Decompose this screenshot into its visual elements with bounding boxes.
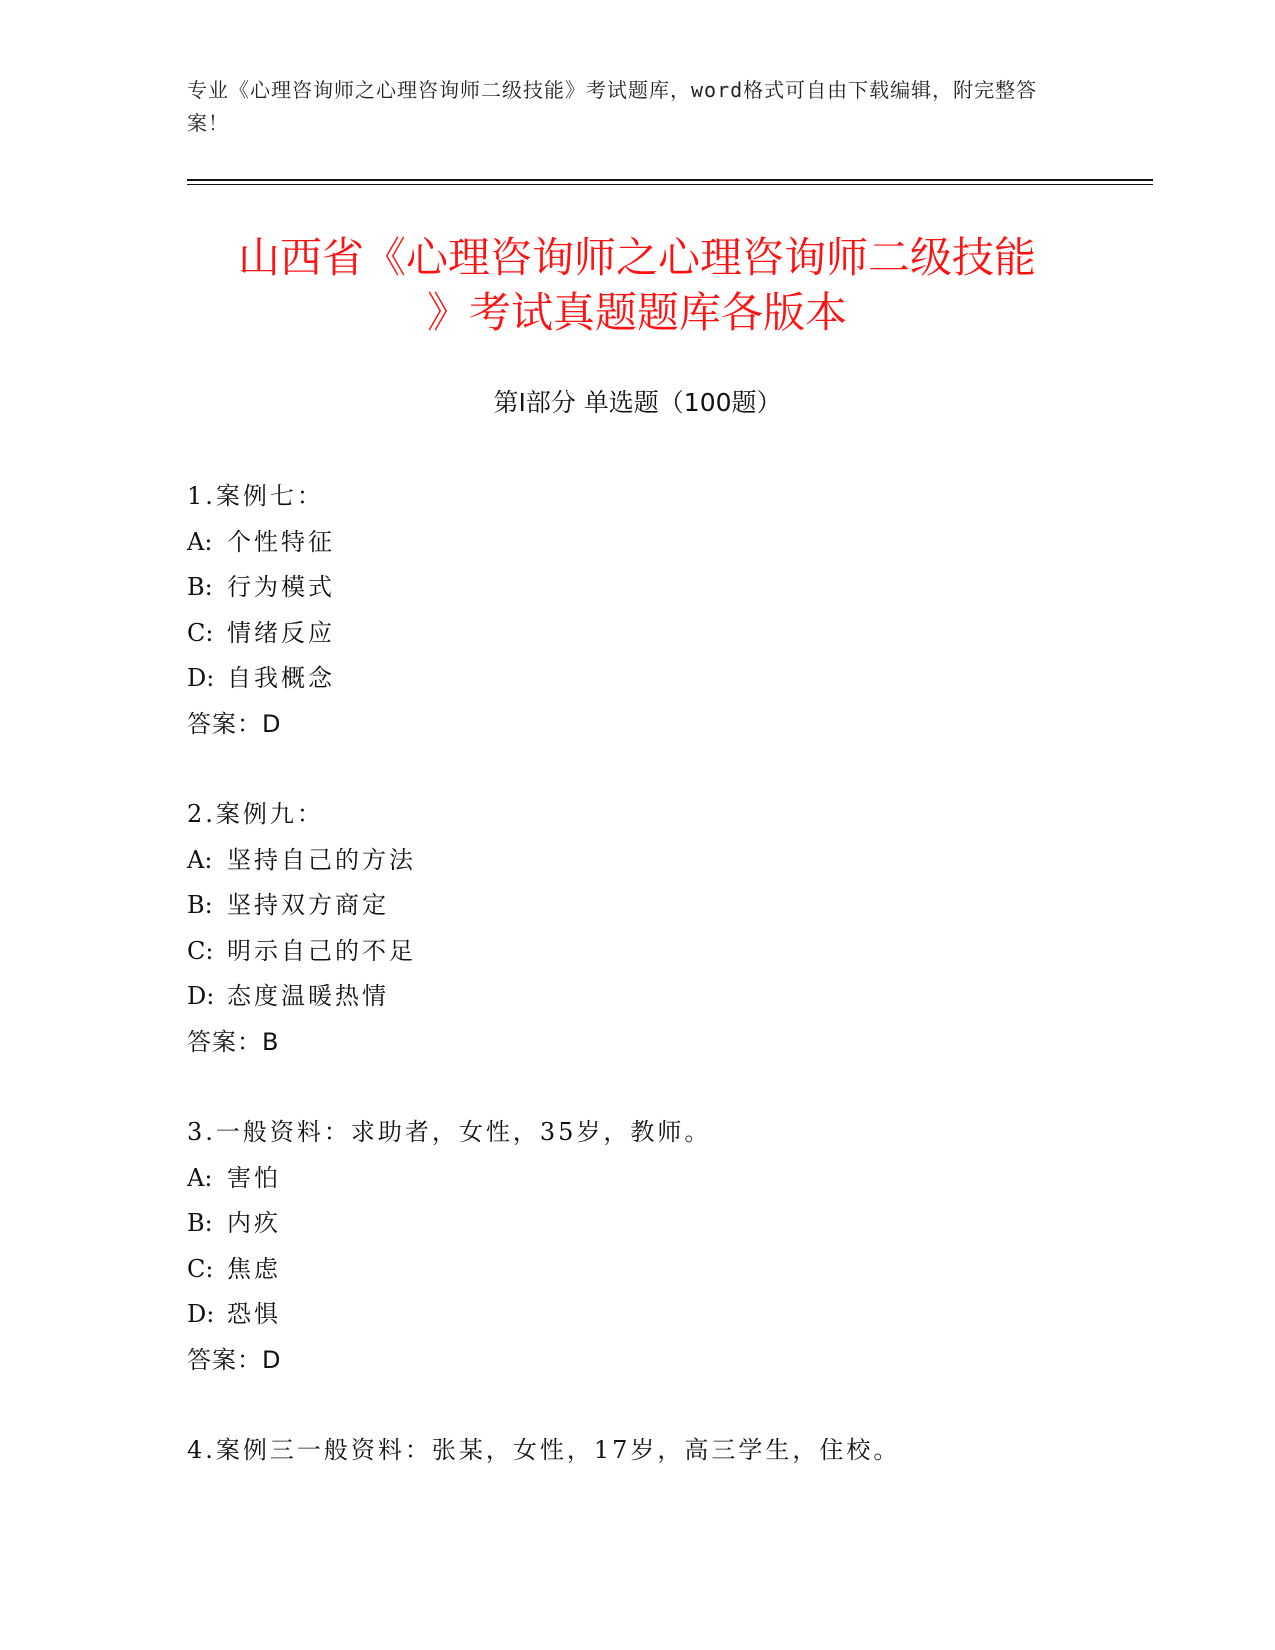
- question-1: [187, 474, 1147, 747]
- option-letter: D:: [187, 1300, 215, 1328]
- question-stem: 2.案例九：: [187, 800, 324, 828]
- option-letter: A:: [187, 527, 213, 556]
- option-b: [187, 1201, 1147, 1247]
- question-stem: 1.案例七：: [187, 482, 324, 510]
- answer-line: 答案：D: [187, 709, 282, 738]
- option-text: 行为模式: [227, 573, 335, 601]
- option-text: 自我概念: [227, 664, 335, 692]
- option-d: [187, 974, 1147, 1020]
- option-text: 坚持双方商定: [227, 891, 389, 919]
- option-letter: C:: [187, 936, 214, 965]
- header-rule-thin: [187, 184, 1153, 185]
- option-letter: C:: [187, 618, 214, 647]
- option-text: 明示自己的不足: [227, 936, 416, 965]
- option-letter: D:: [187, 664, 215, 692]
- option-text: 恐惧: [227, 1300, 281, 1328]
- option-d: [187, 656, 1147, 702]
- option-c: [187, 611, 1147, 657]
- option-text: 内疚: [227, 1209, 281, 1237]
- question-2: [187, 792, 1147, 1065]
- option-text: 情绪反应: [227, 618, 335, 647]
- document-title: [187, 230, 1087, 340]
- question-4: [187, 1428, 1147, 1474]
- question-stem: 3.一般资料：求助者，女性，35岁，教师。: [187, 1118, 712, 1146]
- option-b: [187, 565, 1147, 611]
- option-text: 害怕: [227, 1163, 281, 1192]
- section-title: 第Ⅰ部分 单选题（100题）: [493, 388, 782, 417]
- option-a: [187, 520, 1147, 566]
- option-c: [187, 1247, 1147, 1293]
- header-note: 专业《心理咨询师之心理咨询师二级技能》考试题库，word格式可自由下载编辑，附完整答案！: [187, 78, 1038, 135]
- option-b: [187, 883, 1147, 929]
- document-title-line-2: 》考试真题题库各版本: [426, 288, 847, 337]
- answer-line: 答案：D: [187, 1345, 282, 1374]
- option-d: [187, 1292, 1147, 1338]
- option-c: [187, 929, 1147, 975]
- question-3: [187, 1110, 1147, 1383]
- option-letter: B:: [187, 573, 213, 601]
- option-letter: A:: [187, 845, 213, 874]
- option-a: [187, 838, 1147, 884]
- option-text: 态度温暖热情: [227, 982, 389, 1010]
- option-text: 焦虑: [227, 1254, 281, 1283]
- option-a: [187, 1156, 1147, 1202]
- question-list: [187, 474, 1147, 1519]
- option-text: 个性特征: [227, 527, 335, 556]
- option-letter: C:: [187, 1254, 214, 1283]
- option-letter: B:: [187, 891, 213, 919]
- option-letter: D:: [187, 982, 215, 1010]
- option-letter: B:: [187, 1209, 213, 1237]
- header-rule-thick: [187, 179, 1153, 181]
- option-text: 坚持自己的方法: [227, 845, 416, 874]
- question-stem: 4.案例三一般资料：张某，女性，17岁，高三学生，住校。: [187, 1436, 901, 1464]
- answer-line: 答案：B: [187, 1027, 280, 1056]
- document-title-line-1: 山西省《心理咨询师之心理咨询师二级技能: [237, 233, 1036, 282]
- option-letter: A:: [187, 1163, 213, 1192]
